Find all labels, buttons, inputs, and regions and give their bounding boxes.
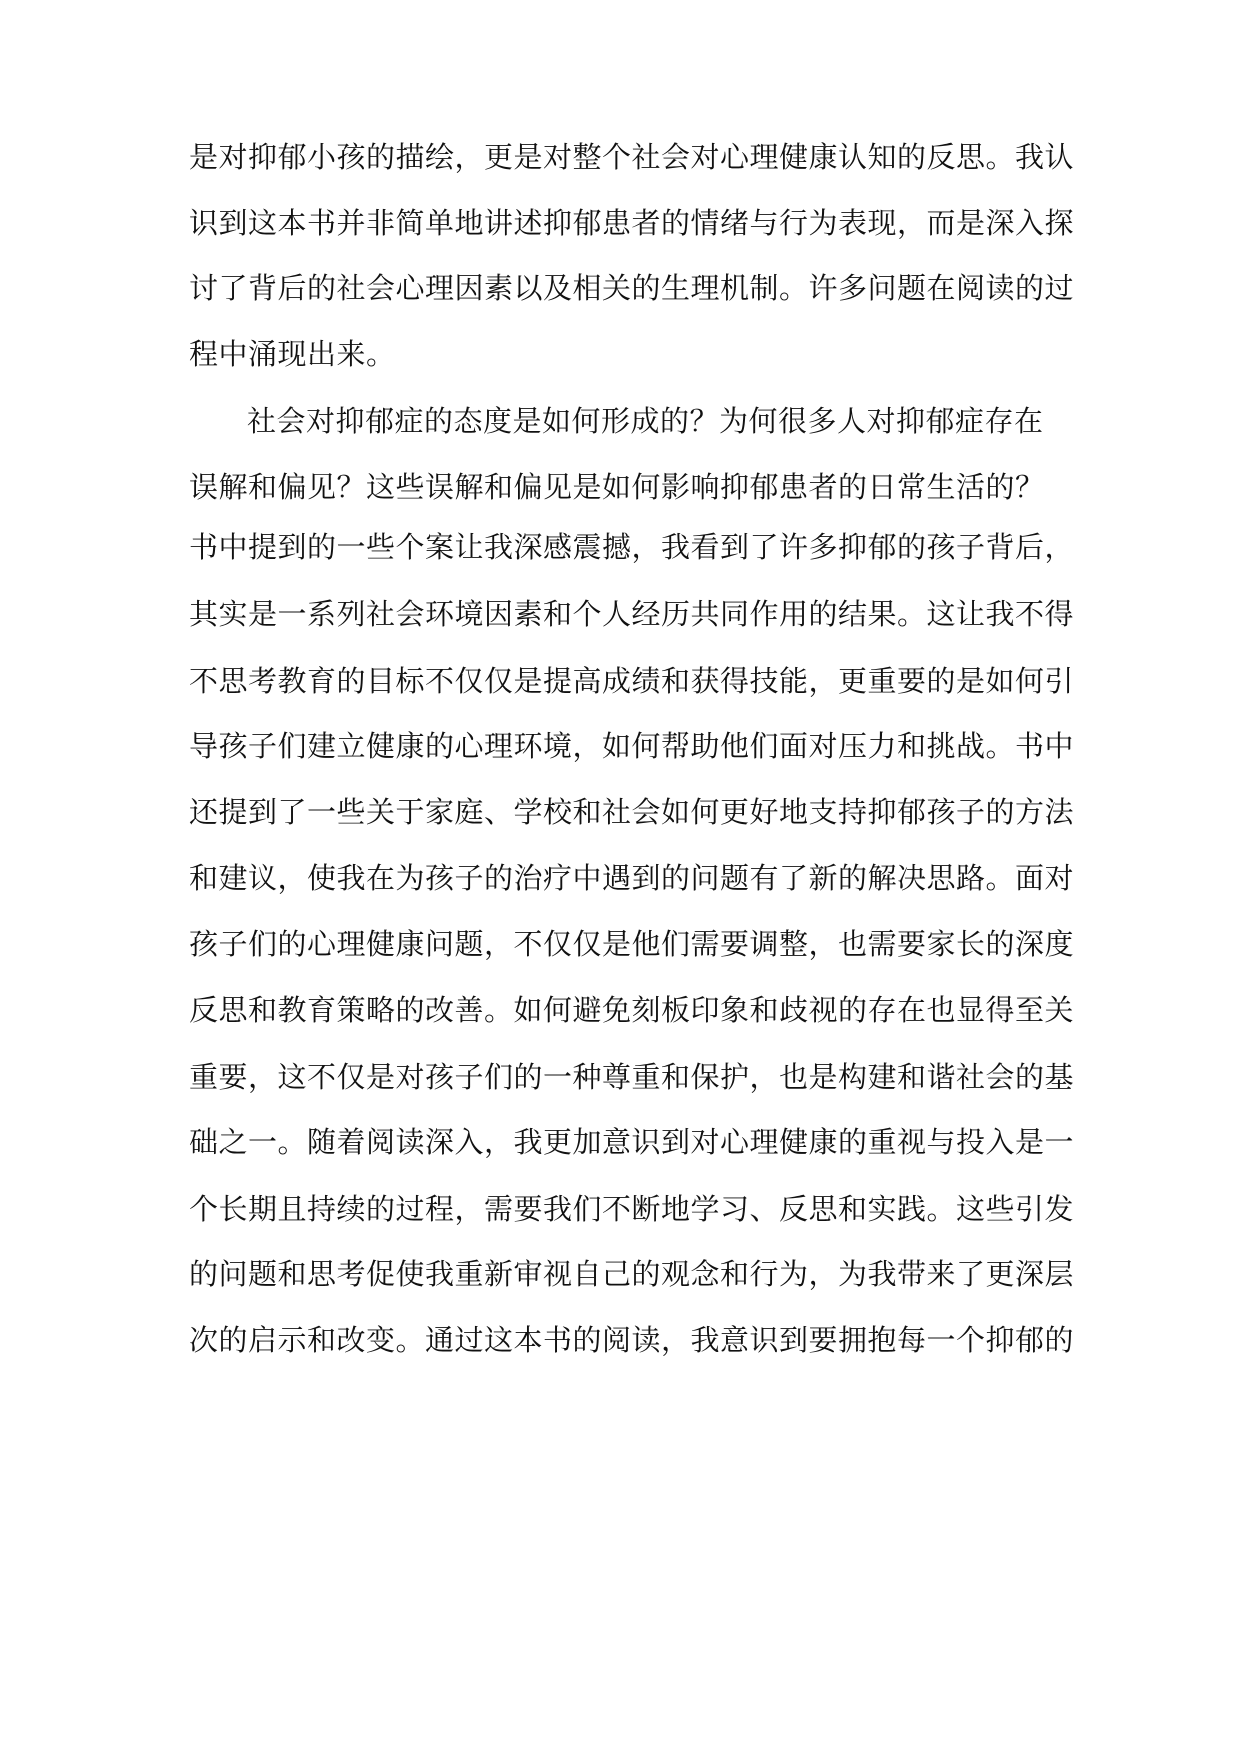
text-line: 不思考教育的目标不仅仅是提高成绩和获得技能，更重要的是如何引	[189, 664, 1075, 698]
text-line: 孩子们的心理健康问题，不仅仅是他们需要调整，也需要家长的深度	[189, 927, 1075, 961]
text-line: 识到这本书并非简单地讲述抑郁患者的情绪与行为表现，而是深入探	[189, 206, 1075, 240]
text-line: 误解和偏见？这些误解和偏见是如何影响抑郁患者的日常生活的？	[189, 470, 1045, 504]
text-line: 还提到了一些关于家庭、学校和社会如何更好地支持抑郁孩子的方法	[189, 795, 1075, 829]
text-line: 程中涌现出来。	[189, 337, 396, 371]
text-line: 和建议，使我在为孩子的治疗中遇到的问题有了新的解决思路。面对	[189, 861, 1075, 895]
text-line: 其实是一系列社会环境因素和个人经历共同作用的结果。这让我不得	[189, 597, 1075, 631]
text-line: 的问题和思考促使我重新审视自己的观念和行为，为我带来了更深层	[189, 1257, 1075, 1291]
text-line: 础之一。随着阅读深入，我更加意识到对心理健康的重视与投入是一	[189, 1125, 1075, 1159]
text-line: 讨了背后的社会心理因素以及相关的生理机制。许多问题在阅读的过	[189, 271, 1075, 305]
text-line: 导孩子们建立健康的心理环境，如何帮助他们面对压力和挑战。书中	[189, 729, 1075, 763]
text-line: 反思和教育策略的改善。如何避免刻板印象和歧视的存在也显得至关	[189, 993, 1075, 1027]
text-line: 个长期且持续的过程，需要我们不断地学习、反思和实践。这些引发	[189, 1192, 1075, 1226]
text-line: 次的启示和改变。通过这本书的阅读，我意识到要拥抱每一个抑郁的	[189, 1323, 1075, 1357]
text-line: 是对抑郁小孩的描绘，更是对整个社会对心理健康认知的反思。我认	[189, 140, 1075, 174]
paragraph-first-line: 社会对抑郁症的态度是如何形成的？为何很多人对抑郁症存在	[247, 404, 1044, 438]
text-line: 重要，这不仅是对孩子们的一种尊重和保护，也是构建和谐社会的基	[189, 1060, 1075, 1094]
text-line: 书中提到的一些个案让我深感震撼，我看到了许多抑郁的孩子背后，	[189, 530, 1075, 564]
